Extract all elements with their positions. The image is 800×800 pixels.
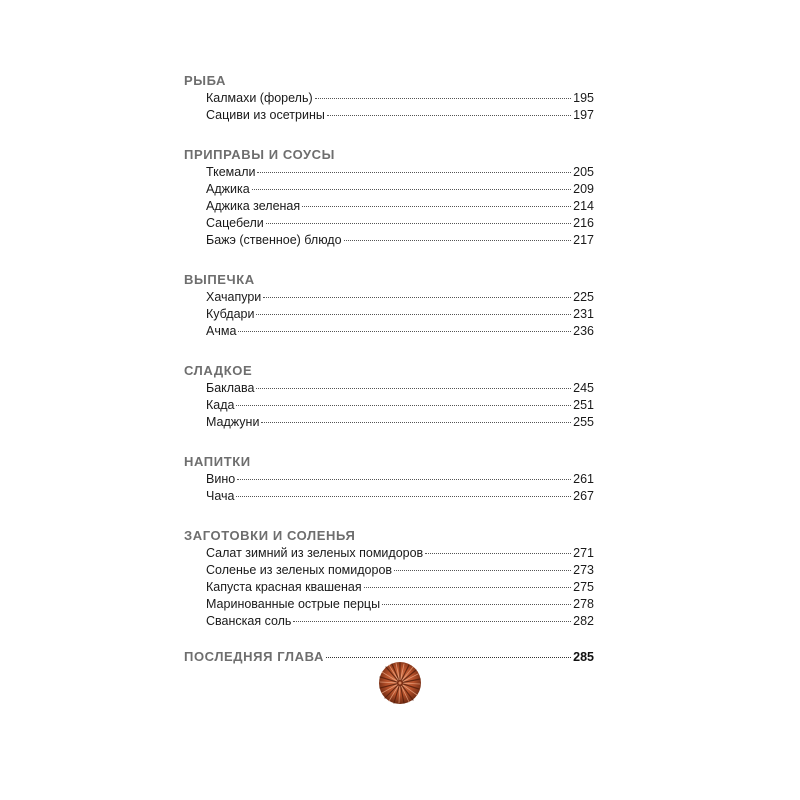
entry-title: Бажэ (ственное) блюдо: [206, 233, 342, 247]
toc-entry[interactable]: [184, 471, 594, 488]
dot-leader: [344, 240, 572, 241]
toc-entry[interactable]: [184, 306, 594, 323]
entry-page-number: 278: [573, 597, 594, 611]
toc-section-pastry: [184, 271, 594, 340]
entry-title: Ачма: [206, 324, 237, 338]
dot-leader: [326, 657, 571, 658]
toc-entry[interactable]: [184, 215, 594, 232]
entry-title: Калмахи (форель): [206, 91, 313, 105]
toc-entry[interactable]: [184, 488, 594, 505]
entry-title: Кубдари: [206, 307, 255, 321]
entry-title: Баклава: [206, 381, 255, 395]
entry-title: ПОСЛЕДНЯЯ ГЛАВА: [184, 649, 324, 664]
entry-page-number: 197: [573, 108, 594, 122]
toc-entry[interactable]: [184, 232, 594, 249]
toc-section-preserves: [184, 527, 594, 630]
entry-list: [184, 545, 594, 630]
entry-title: Маджуни: [206, 415, 260, 429]
entry-page-number: 282: [573, 614, 594, 628]
entry-page-number: 225: [573, 290, 594, 304]
entry-title: Капуста красная квашеная: [206, 580, 362, 594]
dot-leader: [382, 604, 571, 605]
toc-entry[interactable]: [184, 545, 594, 562]
dot-leader: [315, 98, 572, 99]
entry-page-number: 271: [573, 546, 594, 560]
entry-list: [184, 380, 594, 431]
entry-page-number: 217: [573, 233, 594, 247]
dot-leader: [237, 479, 571, 480]
dot-leader: [302, 206, 571, 207]
entry-title: Сациви из осетрины: [206, 108, 325, 122]
dot-leader: [293, 621, 571, 622]
entry-page-number: 195: [573, 91, 594, 105]
dot-leader: [266, 223, 571, 224]
entry-title: Вино: [206, 472, 236, 486]
entry-page-number: 216: [573, 216, 594, 230]
dot-leader: [236, 496, 571, 497]
entry-page-number: 214: [573, 199, 594, 213]
entry-page-number: 285: [573, 650, 594, 664]
entry-list: [184, 90, 594, 124]
entry-page-number: 261: [573, 472, 594, 486]
toc-entry[interactable]: [184, 181, 594, 198]
entry-page-number: 236: [573, 324, 594, 338]
toc-entry[interactable]: [184, 90, 594, 107]
toc-entry[interactable]: [184, 562, 594, 579]
dot-leader: [327, 115, 571, 116]
entry-list: [184, 289, 594, 340]
entry-title: Маринованные острые перцы: [206, 597, 381, 611]
toc-section-sweets: [184, 362, 594, 431]
dot-leader: [261, 422, 571, 423]
entry-list: [184, 471, 594, 505]
dot-leader: [364, 587, 572, 588]
toc-entry[interactable]: [184, 380, 594, 397]
toc-section-drinks: [184, 453, 594, 505]
dot-leader: [256, 388, 571, 389]
toc-entry[interactable]: [184, 198, 594, 215]
dot-leader: [263, 297, 571, 298]
toc-entry[interactable]: [184, 397, 594, 414]
entry-page-number: 267: [573, 489, 594, 503]
section-title: РЫБА: [184, 73, 227, 88]
dot-leader: [252, 189, 571, 190]
entry-page-number: 209: [573, 182, 594, 196]
entry-title: Када: [206, 398, 235, 412]
section-title: ПРИПРАВЫ И СОУСЫ: [184, 147, 335, 162]
toc-entry[interactable]: [184, 164, 594, 181]
entry-title: Аджика зеленая: [206, 199, 301, 213]
dot-leader: [238, 331, 571, 332]
toc-entry[interactable]: [184, 579, 594, 596]
toc-entry[interactable]: [184, 323, 594, 340]
dot-leader: [394, 570, 571, 571]
entry-page-number: 231: [573, 307, 594, 321]
toc-entry[interactable]: [184, 107, 594, 124]
dot-leader: [425, 553, 571, 554]
khinkali-ornament-icon: [378, 661, 422, 705]
entry-title: Чача: [206, 489, 235, 503]
toc-entry[interactable]: [184, 613, 594, 630]
entry-page-number: 251: [573, 398, 594, 412]
dot-leader: [236, 405, 571, 406]
section-title: НАПИТКИ: [184, 454, 251, 469]
entry-title: Сванская соль: [206, 614, 292, 628]
section-title: ВЫПЕЧКА: [184, 272, 255, 287]
dot-leader: [256, 314, 571, 315]
entry-page-number: 273: [573, 563, 594, 577]
entry-title: Салат зимний из зеленых помидоров: [206, 546, 424, 560]
entry-title: Соленье из зеленых помидоров: [206, 563, 393, 577]
entry-list: [184, 164, 594, 249]
dot-leader: [257, 172, 571, 173]
section-title: ЗАГОТОВКИ И СОЛЕНЬЯ: [184, 528, 356, 543]
table-of-contents: [184, 72, 594, 687]
toc-section-sauces: [184, 146, 594, 249]
entry-title: Ткемали: [206, 165, 256, 179]
section-title: СЛАДКОЕ: [184, 363, 253, 378]
entry-page-number: 255: [573, 415, 594, 429]
entry-page-number: 205: [573, 165, 594, 179]
entry-title: Сацебели: [206, 216, 264, 230]
entry-title: Хачапури: [206, 290, 262, 304]
toc-entry[interactable]: [184, 414, 594, 431]
entry-title: Аджика: [206, 182, 250, 196]
toc-entry[interactable]: [184, 289, 594, 306]
toc-section-fish: [184, 72, 594, 124]
entry-page-number: 245: [573, 381, 594, 395]
toc-entry[interactable]: [184, 596, 594, 613]
entry-page-number: 275: [573, 580, 594, 594]
